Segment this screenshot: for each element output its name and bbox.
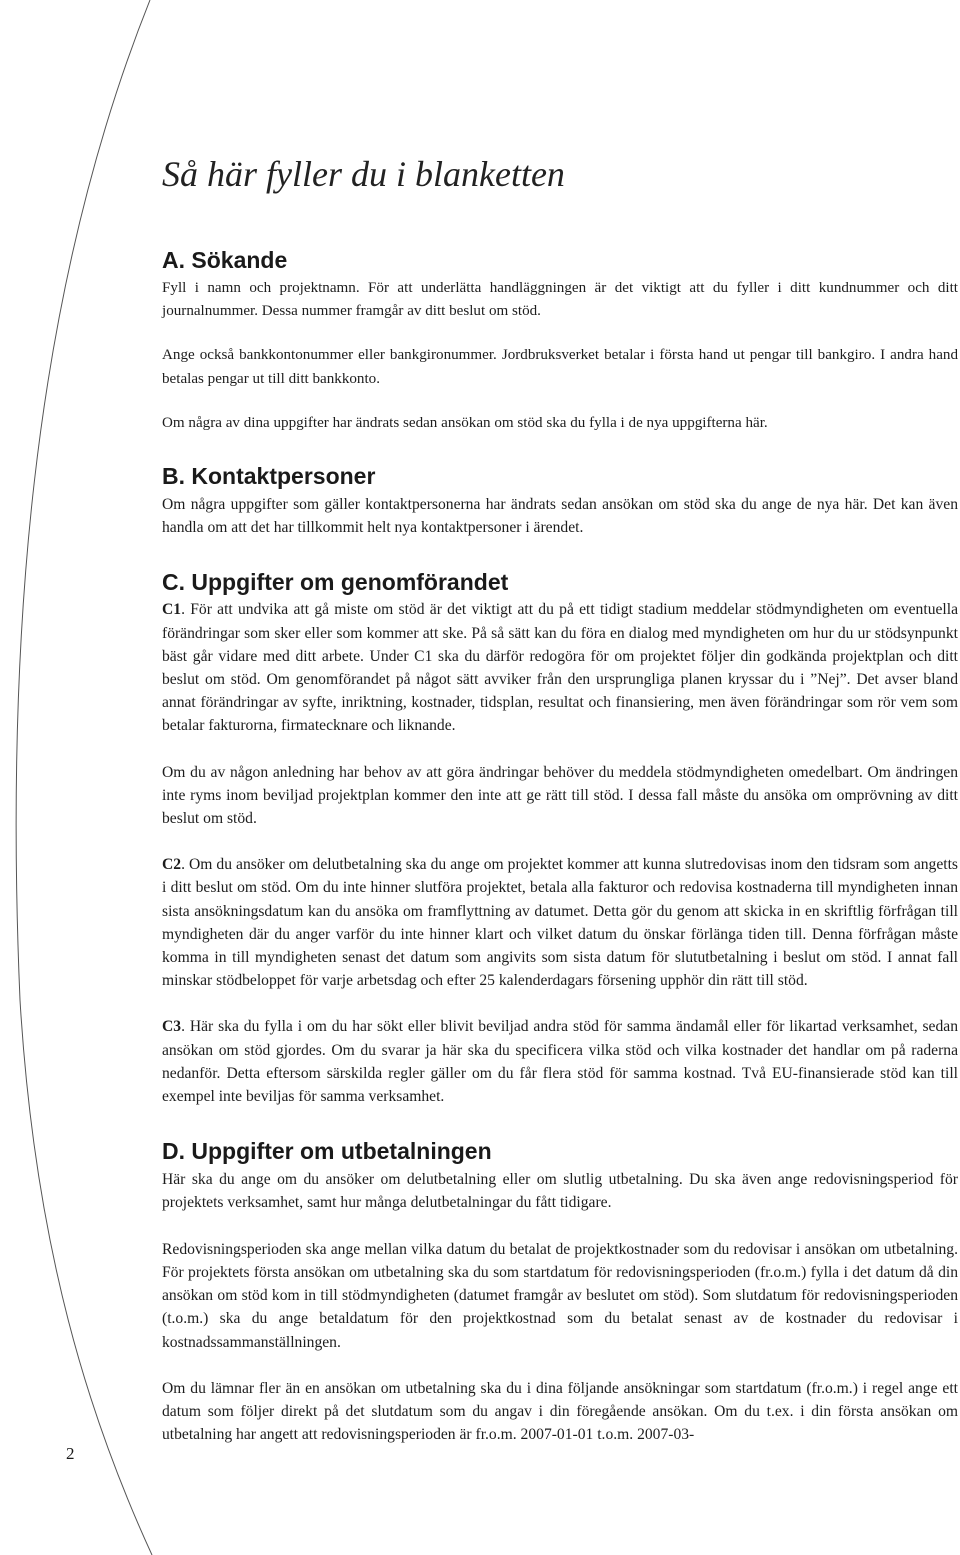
page-number: 2 xyxy=(66,1444,75,1463)
section-c xyxy=(162,567,958,1108)
section-d-paragraph-1: Här ska du ange om du ansöker om delutbetalning eller om slutlig utbetalning. Du ska även ange redovisningsperiod för projektets verksamhet, samt hur många delutbetalningar du fått tidigare. xyxy=(162,1171,958,1212)
section-a-paragraph-3: Om några av dina uppgifter har ändrats sedan ansökan om stöd ska du fylla i de nya uppgifterna här. xyxy=(162,414,768,431)
c1-label: C1 xyxy=(162,601,182,619)
c3-text: . Här ska du fylla i om du har sökt eller blivit beviljad andra stöd för samma ändamål eller för likartad verksamhet, sedan ansökan om stöd gjordes. Om du svarar ja här ska du specificera vilka stöd och vilka kostnader det handlar om på raderna nedanför. Detta eftersom särskilda regler gäller om du får flera stöd för samma kostnad. Två EU-finansierade stöd kan till exempel inte beviljas för samma verksamhet. xyxy=(162,1018,958,1106)
page-title: Så här fyller du i blanketten xyxy=(162,154,565,194)
c2-text: . Om du ansöker om delutbetalning ska du ange om projektet kommer att kunna slutredovisas inom den tidsram som angetts i ditt beslut om stöd. Om du inte hinner slutföra projektet, betala alla fakturor och redovisa kostnaderna till myndigheten innan sista ansökningsdatum kan du ansöka om framflyttning av datumet. Detta gör du genom att skicka in en skriftlig förfrågan till myndigheten där du anger varför du inte hinner klart och vilket datum du önskar förlänga tiden till. Denna förfrågan måste komma in till myndigheten senast det datum som angivits som sista datum för slututbetalning i beslut om stöd. I annat fall minskar stödbeloppet för varje arbetsdag och efter 25 kalenderdagars försening upphör din rätt till stöd. xyxy=(162,856,958,990)
section-c1-paragraph-2: Om du av någon anledning har behov av att göra ändringar behöver du meddela stödmyndigheten omedelbart. Om ändringen inte ryms inom beviljad projektplan kommer den inte att ge rätt till stöd. I dessa fall måste du ansöka om omprövning av ditt beslut om stöd. xyxy=(162,763,958,828)
c3-label: C3 xyxy=(162,1018,182,1036)
section-d-heading: D. Uppgifter om utbetalningen xyxy=(162,1138,492,1165)
section-a xyxy=(162,245,958,435)
section-a-paragraph-2: Ange också bankkontonummer eller bankgironummer. Jordbruksverket betalar i första hand ut pengar till bankgiro. I andra hand betalas pengar ut till ditt bankkonto. xyxy=(162,347,958,387)
section-d-paragraph-2: Redovisningsperioden ska ange mellan vilka datum du betalat de projektkostnader som du redovisar i ansökan om utbetalning. För projektets första ansökan om utbetalning ska du som startdatum för redovisningsperioden (fr.o.m.) fylla i det datum då din ansökan om stöd kom in till stödmyndigheten (datumet framgår av beslutet om stöd). Som slutdatum för redovisningsperioden (t.o.m.) ska du ange betaldatum för den projektkostnad som du betalat senast av de kostnader du redovisar i kostnadssammanställningen. xyxy=(162,1240,958,1351)
section-c2-paragraph xyxy=(162,853,958,992)
c2-label: C2 xyxy=(162,856,182,874)
section-b xyxy=(162,461,958,539)
section-c1-paragraph xyxy=(162,598,958,737)
section-d xyxy=(162,1136,958,1446)
section-c-heading: C. Uppgifter om genomförandet xyxy=(162,569,509,596)
section-d-paragraph-3: Om du lämnar fler än en ansökan om utbetalning ska du i dina följande ansökningar som startdatum (fr.o.m.) i regel ange ett datum som följer direkt på det slutdatum som du angav i din föregående ansökan. Om du t.ex. i din första ansökan om utbetalning har angett att redovisningsperioden är fr.o.m. 2007-01-01 t.o.m. 2007-03- xyxy=(162,1379,958,1444)
c1-text: . För att undvika att gå miste om stöd är det viktigt att du på ett tidigt stadium meddelar stödmyndigheten om eventuella förändringar som sker eller som kommer att ske. På så sätt kan du föra en dialog med myndigheten om hur du ur stödsynpunkt bäst går vidare med ditt arbete. Under C1 ska du därför redogöra för om projektet följer din godkända projektplan och ditt beslut om stöd. Om genomförandet på något sätt avviker från den ursprungliga planen kryssar du i ”Nej”. Det avser bland annat förändringar av syfte, inriktning, kostnader, tidsplan, resultat och finansiering, men även förändringar som rör vem som betalar fakturorna, firmatecknare och liknande. xyxy=(162,601,958,735)
document-body xyxy=(162,152,958,1446)
section-b-heading: B. Kontaktpersoner xyxy=(162,463,376,490)
section-a-heading: A. Sökande xyxy=(162,247,288,273)
section-b-paragraph-1: Om några uppgifter som gäller kontaktpersonerna har ändrats sedan ansökan om stöd ska du ange de nya här. Det kan även handla om att det har tillkommit helt nya kontaktpersoner i ärendet. xyxy=(162,496,958,537)
section-c3-paragraph xyxy=(162,1015,958,1108)
section-a-paragraph-1: Fyll i namn och projektnamn. För att underlätta handläggningen är det viktigt att du fyller i ditt kundnummer och ditt journalnummer. Dessa nummer framgår av ditt beslut om stöd. xyxy=(162,280,958,320)
